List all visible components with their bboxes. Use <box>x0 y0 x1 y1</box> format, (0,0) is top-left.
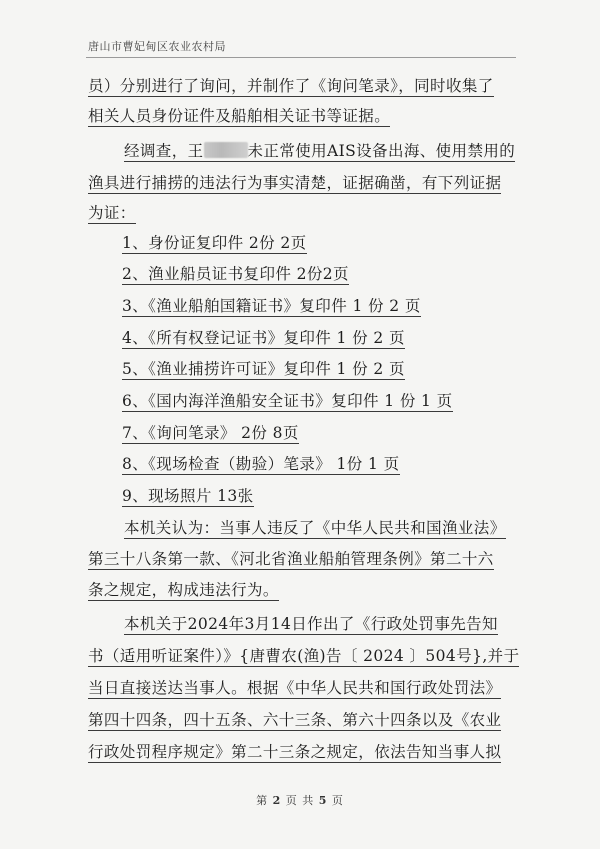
body-para3-line-1: 本机关于2024年3月14日作出了《行政处罚事先告知 <box>124 615 498 633</box>
evidence-item: 7、《询问笔录》 2份 8页 <box>122 424 299 442</box>
header-agency: 唐山市曹妃甸区农业农村局 <box>88 40 226 53</box>
evidence-item: 9、现场照片 13张 <box>122 487 254 505</box>
body-para3-line-4: 第四十四条，四十五条、六十三条、第六十四条以及《农业 <box>88 711 502 729</box>
body-para2-line-3: 条之规定，构成违法行为。 <box>88 581 279 599</box>
body-para2-line-1: 本机关认为：当事人违反了《中华人民共和国渔业法》 <box>124 519 506 537</box>
body-para2-line-2: 第三十八条第一款、《河北省渔业船舶管理条例》第二十六 <box>88 550 494 568</box>
redacted-name <box>204 142 248 158</box>
evidence-item: 4、《所有权登记证书》复印件 1 份 2 页 <box>122 329 405 347</box>
body-line-1: 员）分别进行了询问，并制作了《询问笔录》，同时收集了 <box>88 77 494 95</box>
body-line-4: 渔具进行捕捞的违法行为事实清楚，证据确凿，有下列证据 <box>88 174 502 192</box>
evidence-item: 1、身份证复印件 2份 2页 <box>122 234 307 252</box>
body-line-5: 为证： <box>88 204 136 222</box>
body-para3-line-5: 行政处罚程序规定》第二十三条之规定，依法告知当事人拟 <box>88 743 502 761</box>
page-total: 5 <box>318 794 328 807</box>
body-line-2: 相关人员身份证件及船舶相关证书等证据。 <box>88 107 391 125</box>
evidence-item: 6、《国内海洋渔船安全证书》复印件 1 份 1 页 <box>122 392 453 410</box>
evidence-item: 8、《现场检查（勘验）笔录》 1份 1 页 <box>122 455 400 473</box>
evidence-item: 5、《渔业捕捞许可证》复印件 1 份 2 页 <box>122 360 405 378</box>
page-footer: 第 2 页 共 5 页 <box>256 794 344 807</box>
page-number: 2 <box>272 794 282 807</box>
body-line-3: 经调查，王 未正常使用AIS设备出海、使用禁用的 <box>124 142 516 160</box>
body-para3-line-2: 书（适用听证案件）》{唐曹农(渔)告〔 2024 〕504号},并于 <box>88 647 520 665</box>
body-para3-line-3: 当日直接送达当事人。根据《中华人民共和国行政处罚法》 <box>88 679 502 697</box>
evidence-item: 2、渔业船员证书复印件 2份2页 <box>122 265 349 283</box>
header-divider <box>86 57 516 58</box>
evidence-item: 3、《渔业船舶国籍证书》复印件 1 份 2 页 <box>122 297 421 315</box>
